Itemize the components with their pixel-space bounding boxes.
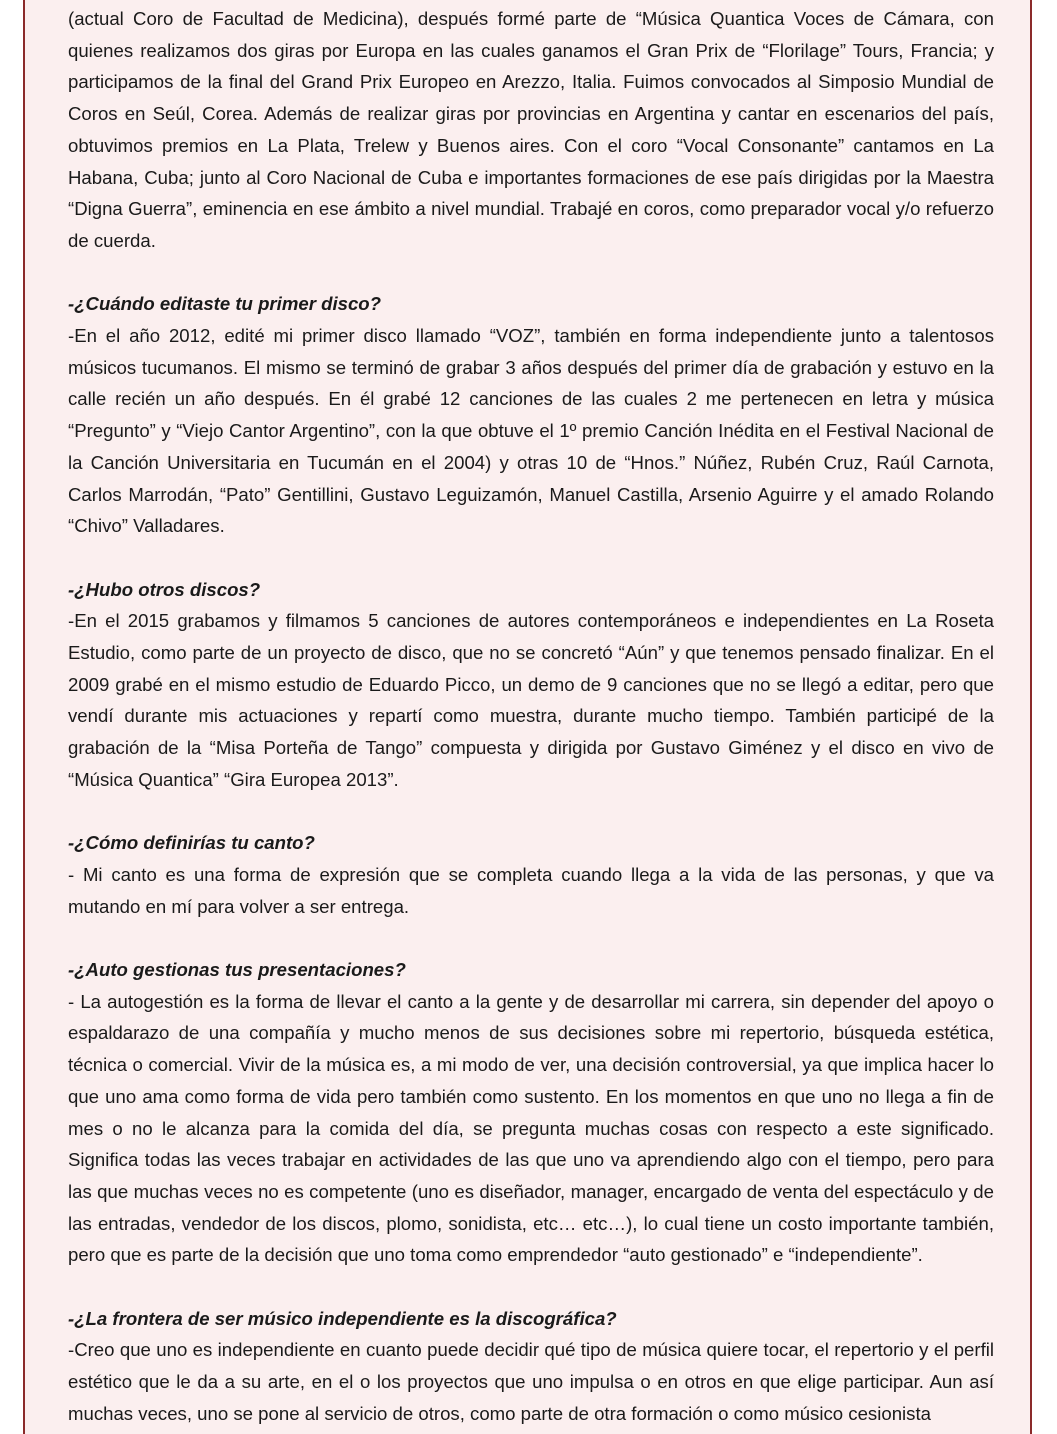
qa-section-independent-frontier (68, 1303, 994, 1430)
answer-first-disc: -En el año 2012, edité mi primer disco llamado “VOZ”, también en forma independiente junto a talentosos músicos tucumanos. El mismo se terminó de grabar 3 años después del primer día de grabación y estuvo en la calle recién un año después. En él grabé 12 canciones de las cuales 2 me pertenecen en letra y música “Pregunto” y “Viejo Cantor Argentino”, con la que obtuve el 1º premio Canción Inédita en el Festival Nacional de la Canción Universitaria en Tucumán en el 2004) y otras 10 de “Hnos.” Núñez, Rubén Cruz, Raúl Carnota, Carlos Marrodán, “Pato” Gentillini, Gustavo Leguizamón, Manuel Castilla, Arsenio Aguirre y el amado Rolando “Chivo” Valladares. (68, 325, 994, 537)
question-independent-frontier: -¿La frontera de ser músico independiente es la discográfica? (68, 1307, 617, 1329)
answer-other-discs: -En el 2015 grabamos y filmamos 5 canciones de autores contemporáneos e independientes en La Roseta Estudio, como parte de un proyecto de disco, que no se concretó “Aún” y que tenemos pensado finalizar. En el 2009 grabé en el mismo estudio de Eduardo Picco, un demo de 9 canciones que no se llegó a editar, pero que vendí durante mis actuaciones y repartí como muestra, durante mucho tiempo. También participé de la grabación de la “Misa Porteña de Tango” compuesta y dirigida por Gustavo Giménez y el disco en vivo de “Música Quantica” “Gira Europea 2013”. (68, 610, 994, 790)
qa-section-define-singing (68, 827, 994, 922)
question-self-management: -¿Auto gestionas tus presentaciones? (68, 959, 406, 981)
answer-define-singing: - Mi canto es una forma de expresión que se completa cuando llega a la vida de las personas, y que va mutando en mí para volver a ser entrega. (68, 863, 994, 917)
qa-section-first-disc (68, 288, 994, 542)
answer-self-management: - La autogestión es la forma de llevar el canto a la gente y de desarrollar mi carrera, sin depender del apoyo o espaldarazo de una compañía y mucho menos de sus decisiones sobre mi repertorio, búsqueda estética, técnica o comercial. Vivir de la música es, a mi modo de ver, una decisión controversial, ya que implica hacer lo que uno ama como forma de vida pero también como sustento. En los momentos en que uno no llega a fin de mes o no le alcanza para la comida del día, se pregunta muchas cosas con respecto a este significado. Significa todas las veces trabajar en actividades de las que uno va aprendiendo algo con el tiempo, pero para las que muchas veces no es competente (uno es diseñador, manager, encargado de venta del espectáculo y de las entradas, vendedor de los discos, plomo, sonidista, etc… etc…), lo cual tiene un costo importante también, pero que es parte de la decisión que uno toma como emprendedor “auto gestionado” e “independiente”. (68, 990, 994, 1266)
question-other-discs: -¿Hubo otros discos? (68, 578, 261, 600)
question-first-disc: -¿Cuándo editaste tu primer disco? (68, 293, 382, 315)
qa-section-other-discs (68, 574, 994, 796)
question-define-singing: -¿Cómo definirías tu canto? (68, 832, 315, 854)
qa-section-self-management (68, 954, 994, 1271)
article-body (68, 3, 994, 1430)
article-page (23, 0, 1032, 1434)
answer-independent-frontier: -Creo que uno es independiente en cuanto puede decidir qué tipo de música quiere tocar, el repertorio y el perfil estético que le da a su arte, en el o los proyectos que uno impulsa o en otros en que elige participar. Aun así muchas veces, uno se pone al servicio de otros, como parte de otra formación o como músico cesionista (68, 1339, 994, 1424)
intro-paragraph: (actual Coro de Facultad de Medicina), después formé parte de “Música Quantica Voces de Cámara, con quienes realizamos dos giras por Europa en las cuales ganamos el Gran Prix de “Florilage” Tours, Francia; y participamos de la final del Grand Prix Europeo en Arezzo, Italia. Fuimos convocados al Simposio Mundial de Coros en Seúl, Corea. Además de realizar giras por provincias en Argentina y cantar en escenarios del país, obtuvimos premios en La Plata, Trelew y Buenos aires. Con el coro “Vocal Consonante” cantamos en La Habana, Cuba; junto al Coro Nacional de Cuba e importantes formaciones de ese país dirigidas por la Maestra “Digna Guerra”, eminencia en ese ámbito a nivel mundial. Trabajé en coros, como preparador vocal y/o refuerzo de cuerda. (68, 8, 994, 251)
